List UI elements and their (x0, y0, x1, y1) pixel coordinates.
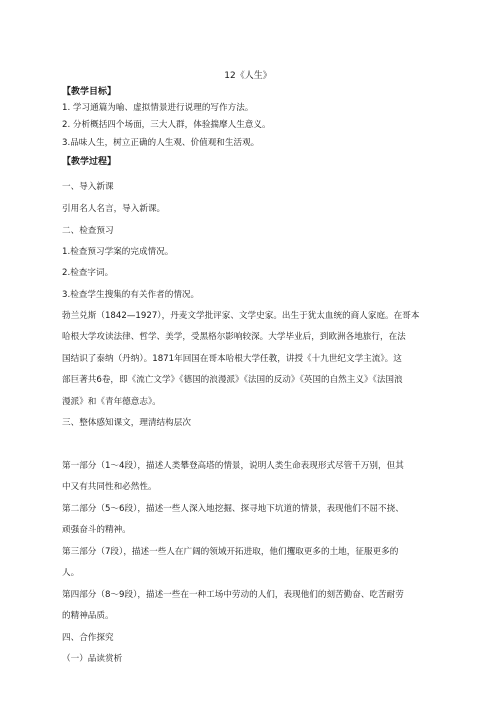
objective-item: 1. 学习通篇为喻、虚拟情景进行说理的写作方法。 (62, 103, 254, 113)
author-bio-line: 勃兰兑斯（1842—1927），丹麦文学批评家、文学史家。出生于犹太血统的商人家庭。在哥本 (62, 311, 420, 321)
structure-line: 中又有共同性和必然性。 (62, 482, 157, 492)
subsection-heading: （一）品读赏析 (62, 654, 123, 664)
objective-item: 2. 分析概括四个场面，三大人群，体验揣摩人生意义。 (62, 120, 271, 130)
section-text: 引用名人名言，导入新课。 (62, 204, 166, 214)
objective-item: 3.品味人生，树立正确的人生观、价值观和生活观。 (62, 138, 260, 148)
preview-item: 3.检查学生搜集的有关作者的情况。 (62, 290, 200, 300)
objectives-heading: 【教学目标】 (62, 87, 117, 97)
author-bio-line: 部巨著共6卷，即《流亡文学》《德国的浪漫派》《法国的反动》《英国的自然主义》《法国浪 (62, 375, 403, 385)
structure-line: 第四部分（8～9段），描述一些在一种工场中劳动的人们，表现他们的刻苦勤奋、吃苦耐劳 (62, 590, 404, 600)
author-bio-line: 哈根大学攻读法律、哲学、美学，受黑格尔影响较深。大学毕业后，到欧洲各地旅行，在法 (62, 332, 406, 342)
author-bio-line: 国结识了泰纳（丹纳）。1871年回国在哥本哈根大学任教，讲授《十九世纪文学主流》。这 (62, 354, 402, 364)
structure-line: 人。 (62, 568, 80, 578)
preview-item: 2.检查字词。 (62, 268, 114, 278)
structure-line: 的精神品质。 (62, 611, 114, 621)
section-heading: 一、导入新课 (62, 182, 114, 192)
author-bio-line: 漫派》和《青年德意志》。 (62, 397, 161, 407)
section-heading: 二、检查预习 (62, 226, 114, 236)
preview-item: 1.检查预习学案的完成情况。 (62, 247, 174, 257)
structure-line: 第一部分（1～4段），描述人类攀登高塔的情景，说明人类生命表现形式尽管千万别，但其 (62, 461, 404, 471)
section-heading: 四、合作探究 (62, 633, 114, 643)
structure-line: 第三部分（7段），描述一些人在广阔的领域开拓进取，他们攫取更多的土地，征服更多的 (62, 547, 399, 557)
section-heading: 三、整体感知课文，理清结构层次 (62, 418, 191, 428)
structure-line: 第二部分（5～6段），描述一些人深入地挖掘、探寻地下坑道的情景，表现他们不屈不挠、 (62, 504, 404, 514)
structure-line: 顽强奋斗的精神。 (62, 525, 131, 535)
process-heading: 【教学过程】 (62, 157, 117, 167)
document-title: 12《人生》 (224, 71, 272, 81)
